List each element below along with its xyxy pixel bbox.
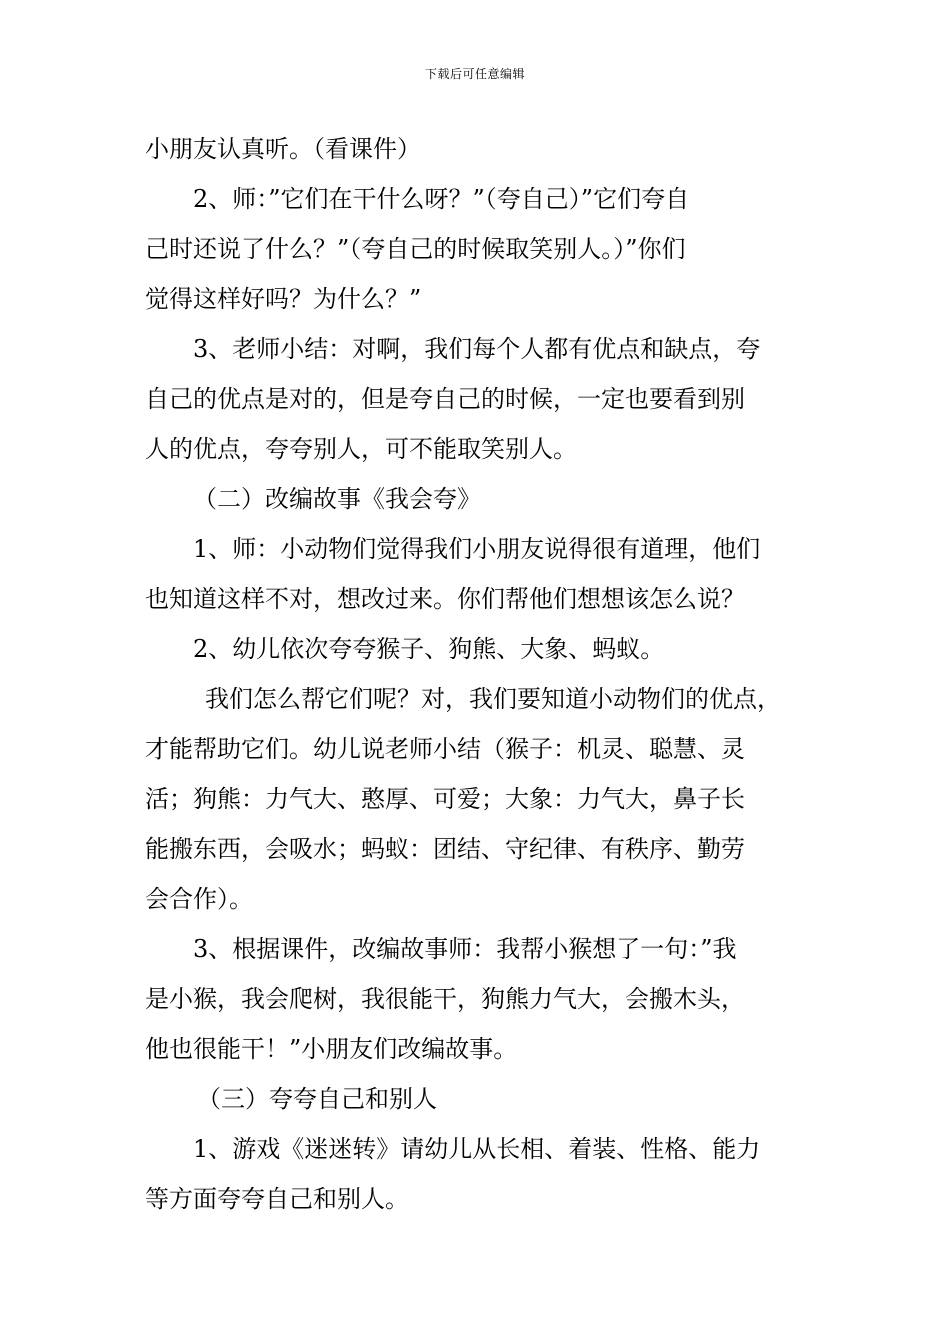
text-line: 活；狗熊：力气大、憨厚、可爱；大象：力气大，鼻子长: [145, 785, 745, 813]
text-line: 我们怎么帮它们呢？对，我们要知道小动物们的优点，: [205, 685, 781, 713]
text-line: 也知道这样不对，想改过来。你们帮他们想想该怎么说？: [145, 585, 745, 613]
text-line: 人的优点，夸夸别人，可不能取笑别人。: [145, 435, 577, 463]
page-header: 下载后可任意编辑: [424, 67, 525, 81]
text-line: 1、游戏《迷迷转》请幼儿从长相、着装、性格、能力: [193, 1135, 761, 1163]
text-line: 自己的优点是对的，但是夸自己的时候，一定也要看到别: [145, 385, 745, 413]
section-heading: （三）夸夸自己和别人: [197, 1085, 437, 1113]
text-line: 3、老师小结：对啊，我们每个人都有优点和缺点，夸: [193, 335, 761, 363]
document-body: [145, 124, 825, 1224]
text-line: 2、师：”它们在干什么呀？”（夸自己）”它们夸自: [193, 185, 690, 213]
text-line: 才能帮助它们。幼儿说老师小结（猴子：机灵、聪慧、灵: [145, 735, 745, 763]
text-line: 3、根据课件，改编故事师：我帮小猴想了一句：”我: [193, 935, 737, 963]
text-line: 小朋友认真听。（看课件）: [145, 135, 421, 163]
text-line: 他也很能干！”小朋友们改编故事。: [145, 1035, 518, 1063]
text-line: 等方面夸夸自己和别人。: [145, 1185, 409, 1213]
section-heading: （二）改编故事《我会夸》: [193, 485, 481, 513]
text-line: 觉得这样好吗？为什么？”: [145, 285, 422, 313]
text-line: 能搬东西，会吸水；蚂蚁：团结、守纪律、有秩序、勤劳: [145, 835, 745, 863]
text-line: 是小猴，我会爬树，我很能干，狗熊力气大，会搬木头，: [145, 985, 745, 1013]
text-line: 1、师：小动物们觉得我们小朋友说得很有道理，他们: [193, 535, 761, 563]
text-line: 会合作）。: [145, 885, 253, 913]
text-line: 己时还说了什么？”（夸自己的时候取笑别人。）”你们: [145, 235, 686, 263]
text-line: 2、幼儿依次夸夸猴子、狗熊、大象、蚂蚁。: [193, 635, 665, 663]
